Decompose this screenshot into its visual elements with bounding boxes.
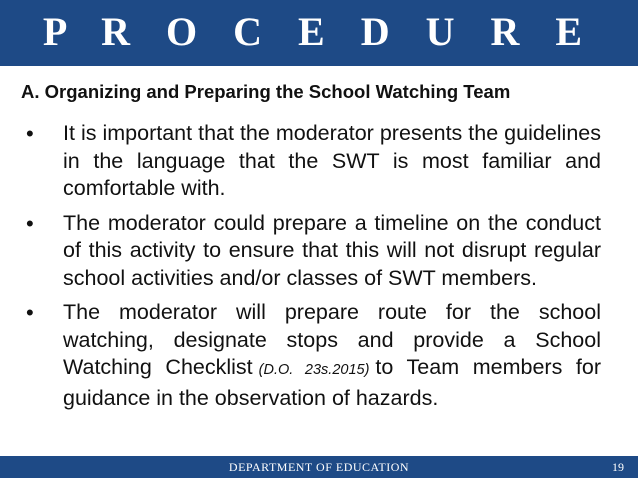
section-subtitle: A. Organizing and Preparing the School Watching Team [21,81,511,102]
header-band [0,0,638,66]
bullet-item [26,299,601,412]
slide-title: P R O C E D U R E [42,9,596,54]
bullet-list [26,120,601,419]
bullet-text-part: to Team members for guidance in the observation of hazards. [63,355,601,410]
bullet-dot-icon: • [26,300,34,325]
bullet-item [26,120,601,203]
footer-label: DEPARTMENT OF EDUCATION [228,460,410,474]
bullet-dot-icon: • [26,210,34,236]
bullet-item [26,210,601,293]
reference-citation: (D.O. 23s.2015) [258,362,370,378]
bullet-text: The moderator could prepare a timeline on the conduct of this activity to ensure that this will not disrupt regular school activities and/or classes of SWT members. [63,210,601,290]
bullet-text: It is important that the moderator presents the guidelines in the language that the SWT is most familiar and comfortable with. [63,121,601,200]
footer-band [0,456,638,478]
bullet-text [63,299,601,412]
page-number: 19 [612,460,624,474]
bullet-text-part: The moderator will prepare route for the school watching, designate stops and provide a School Watching Checklist [63,300,601,379]
bullet-dot-icon: • [26,121,34,146]
